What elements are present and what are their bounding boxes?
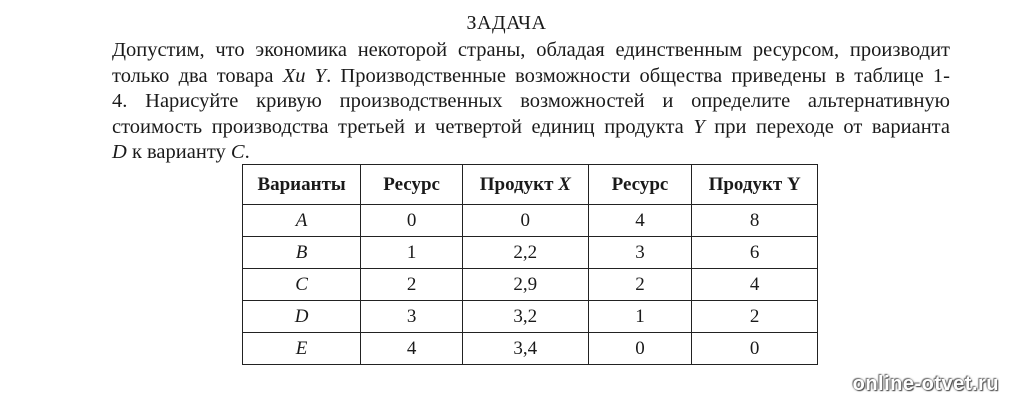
variable-c: C — [230, 141, 245, 163]
table-row — [243, 333, 818, 365]
problem-line-3: 4. Нарисуйте кривую производственных возможностей и определите альтернативную — [112, 90, 950, 112]
cell-variant: C — [243, 269, 361, 301]
table-row — [243, 269, 818, 301]
cell-product-x: 0 — [463, 205, 589, 237]
table-header-row — [243, 165, 818, 205]
problem-text: . Производственные возможности общества приведены в таблице 1- — [326, 64, 950, 87]
site-watermark: online-otvet.ru — [852, 373, 999, 395]
header-product-x-label: Продукт — [479, 173, 559, 195]
task-title: ЗАДАЧА — [466, 12, 547, 34]
header-resource-2: Ресурс — [588, 165, 692, 205]
header-product-x-var: X — [558, 173, 571, 195]
cell-product-y: 0 — [692, 333, 818, 365]
cell-product-x: 2,9 — [463, 269, 589, 301]
problem-text: . — [244, 141, 250, 163]
cell-resource-2: 4 — [588, 205, 692, 237]
cell-resource-1: 1 — [361, 237, 463, 269]
cell-resource-2: 0 — [588, 333, 692, 365]
variable-y: Y — [693, 115, 705, 138]
header-resource-1: Ресурс — [361, 165, 463, 205]
problem-line-2 — [112, 64, 950, 90]
cell-variant: E — [243, 333, 361, 365]
cell-resource-2: 2 — [588, 269, 692, 301]
cell-product-x: 2,2 — [463, 237, 589, 269]
cell-product-x: 3,4 — [463, 333, 589, 365]
cell-resource-1: 2 — [361, 269, 463, 301]
cell-resource-1: 0 — [361, 205, 463, 237]
cell-product-y: 8 — [692, 205, 818, 237]
table-row — [243, 205, 818, 237]
problem-text: только два товара — [112, 64, 283, 87]
header-product-x — [463, 165, 589, 205]
cell-resource-2: 1 — [588, 301, 692, 333]
variable-y: Y — [314, 64, 327, 87]
problem-line-4 — [112, 115, 950, 141]
header-variants: Варианты — [243, 165, 361, 205]
header-product-y: Продукт Y — [692, 165, 818, 205]
cell-product-y: 6 — [692, 237, 818, 269]
cell-product-y: 4 — [692, 269, 818, 301]
cell-variant: B — [243, 237, 361, 269]
problem-text: к варианту — [126, 141, 231, 163]
problem-text: стоимость производства третьей и четвертой единиц продукта — [112, 115, 694, 138]
problem-line-5 — [112, 140, 950, 166]
cell-variant: D — [243, 301, 361, 333]
variable-x: Хи — [282, 64, 306, 87]
production-possibilities-table — [242, 164, 818, 365]
variable-d: D — [112, 141, 127, 163]
cell-resource-2: 3 — [588, 237, 692, 269]
table-row — [243, 237, 818, 269]
problem-text: при переходе от варианта — [704, 115, 950, 138]
cell-resource-1: 4 — [361, 333, 463, 365]
problem-line-1: Допустим, что экономика некоторой страны, обладая единственным ресурсом, производит — [112, 39, 950, 61]
problem-text — [305, 65, 314, 87]
table-row — [243, 301, 818, 333]
problem-statement — [112, 38, 950, 166]
cell-product-x: 3,2 — [463, 301, 589, 333]
cell-resource-1: 3 — [361, 301, 463, 333]
cell-product-y: 2 — [692, 301, 818, 333]
cell-variant: A — [243, 205, 361, 237]
